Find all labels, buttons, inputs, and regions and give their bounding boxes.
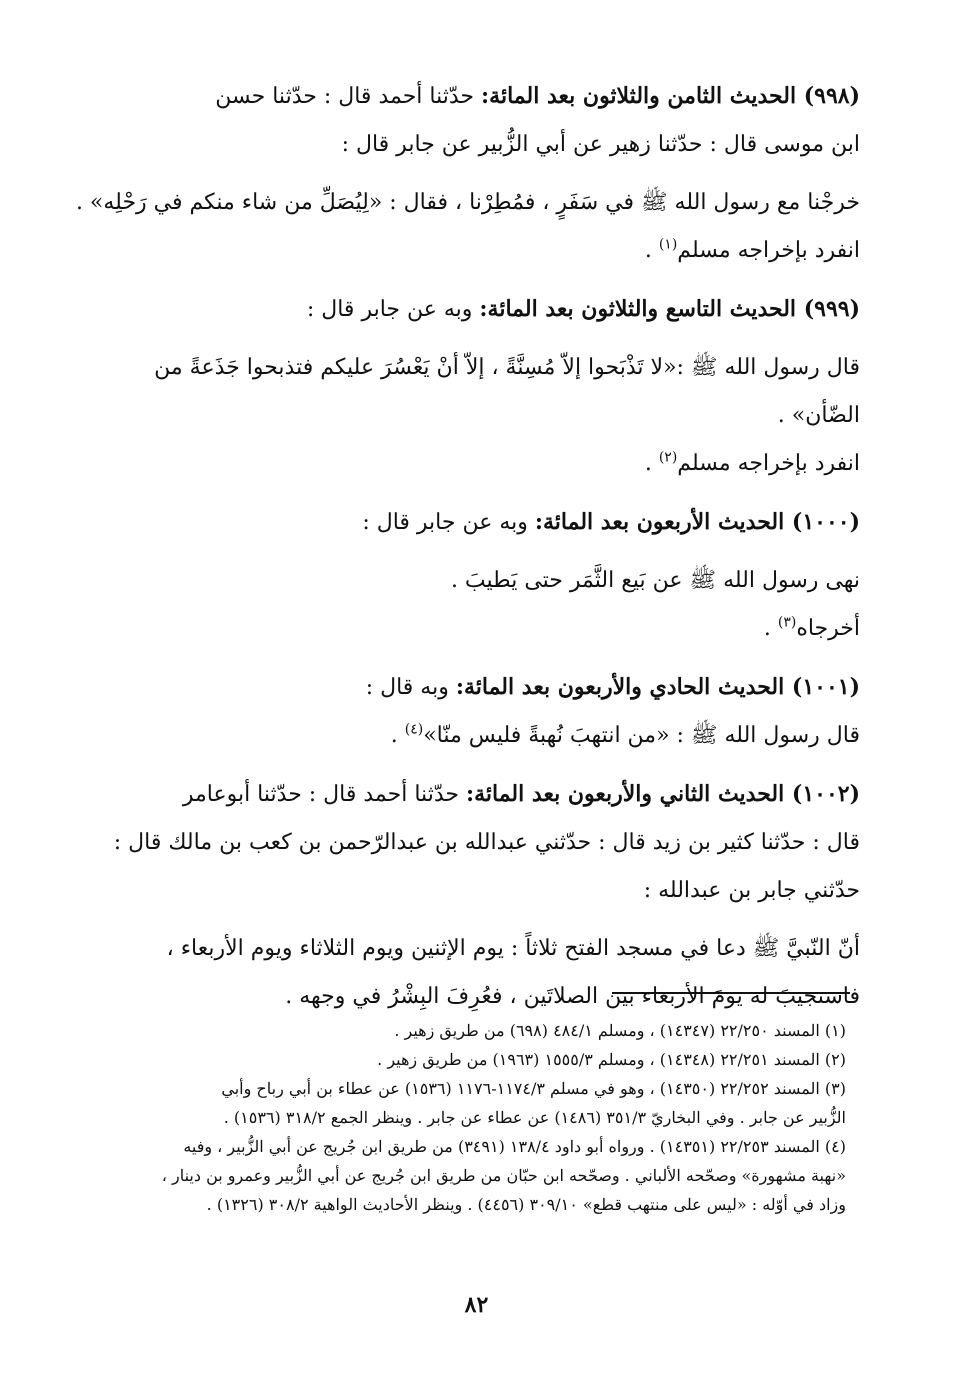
line-text: انفرد بإخراجه مسلم — [677, 238, 860, 263]
line-text: الضّأن» . — [777, 403, 860, 428]
line-tail: . — [644, 238, 659, 263]
footnote-separator — [612, 992, 850, 994]
text-line — [90, 925, 860, 973]
line-text: نهى رسول الله ﷺ عن بَيع الثَّمَر حتى يَطيبَ . — [450, 568, 860, 593]
line-text: قال رسول الله ﷺ :«لا تَذْبَحوا إلاّ مُسِنَّةً ، إلاّ أنْ يَعْسُرَ عليكم فتذبحوا جَذَعةً من — [154, 355, 860, 380]
text-line — [75, 179, 860, 227]
text-line — [90, 605, 860, 653]
text-line — [90, 72, 860, 121]
text-line — [90, 344, 860, 392]
line-text: أنّ النّبيَّ ﷺ دعا في مسجد الفتح ثلاثاً : يوم الإثنين ويوم الثلاثاء ويوم الأربعاء ، — [166, 936, 860, 961]
footnote-line: وزاد في أوّله : «ليس على منتهب قطع» ٣٠٩/١٠ (٤٤٥٦) . وينظر الأحاديث الواهية ٣٠٨/٢ (١٣٢٦) . — [206, 1195, 846, 1214]
line-text: أخرجاه — [796, 616, 860, 641]
footnote-line: «نهبة مشهورة» وصحّحه الألباني . وصحّحه ابن حبّان من طريق ابن جُريج عن أبي الزُّبير وعمرو بن دينار ، — [161, 1166, 846, 1185]
line-text: حدّثنا أحمد قال : حدّثنا حسن — [215, 84, 482, 109]
line-text: قال رسول الله ﷺ : «من انتهبَ نُهبةً فليس منّا» — [423, 723, 860, 748]
line-tail: . — [390, 723, 405, 748]
line-tail: . — [763, 616, 778, 641]
line-text: وبه عن جابر قال : — [362, 510, 535, 535]
hadith-heading: (٩٩٩) الحديث التاسع والثلاثون بعد المائة: — [479, 296, 860, 322]
text-line — [90, 770, 860, 819]
footnote-line: (٤) المسند ٢٢/٢٥٣ (١٤٣٥١) . ورواه أبو داود ١٣٨/٤ (٣٤٩١) من طريق ابن جُريج عن أبي الزُّبير ، وفيه — [183, 1137, 846, 1156]
line-text: قال : حدّثنا كثير بن زيد قال : حدّثني عبدالله بن عبدالرّحمن بن كعب بن مالك قال : — [113, 830, 860, 855]
line-text: وبه عن جابر قال : — [306, 297, 480, 322]
footnote-line: (٣) المسند ٢٢/٢٥٢ (١٤٣٥٠) ، وهو في مسلم ١١٧٤/٣-١١٧٦ (١٥٣٦) عن عطاء بن أبي رباح وأبي — [221, 1079, 846, 1098]
line-text: حدّثنا أحمد قال : حدّثنا أبوعامر — [182, 782, 466, 807]
line-tail: . — [644, 451, 659, 476]
footnote-line: (٢) المسند ٢٢/٢٥١ (١٤٣٤٨) ، ومسلم ١٥٥٥/٣ (١٩٦٣) من طريق زهير . — [377, 1050, 846, 1069]
line-text: وبه قال : — [365, 675, 456, 700]
line-text: ابن موسى قال : حدّثنا زهير عن أبي الزُّبير عن جابر قال : — [341, 132, 860, 157]
text-line — [90, 498, 860, 547]
line-text: خرجْنا مع رسول الله ﷺ في سَفَرٍ ، فمُطِرْنا ، فقال : «لِيُصَلِّ من شاء منكم في رَحْلِه» . — [75, 190, 860, 215]
page-number: ٨٢ — [464, 1292, 489, 1318]
footnote-ref: (٣) — [777, 614, 797, 631]
text-line — [90, 557, 860, 605]
footnote-line: (١) المسند ٢٢/٢٥٠ (١٤٣٤٧) ، ومسلم ٤٨٤/١ (٦٩٨) من طريق زهير . — [394, 1021, 846, 1040]
line-text: فاستجيبَ له يومَ الأربعاء بين الصلاتَين ، فعُرِفَ البِشْرُ في وجهه . — [285, 984, 860, 1009]
footnotes — [96, 1016, 846, 1219]
main-text — [75, 72, 860, 1021]
hadith-heading: (٩٩٨) الحديث الثامن والثلاثون بعد المائة: — [481, 83, 860, 109]
footnote-ref: (١) — [658, 236, 678, 253]
hadith-heading: (١٠٠١) الحديث الحادي والأربعون بعد المائة: — [455, 674, 860, 700]
line-text: انفرد بإخراجه مسلم — [677, 451, 860, 476]
text-line — [90, 121, 860, 169]
footnote-ref: (٤) — [404, 721, 424, 738]
line-text: حدّثني جابر بن عبدالله : — [643, 878, 860, 903]
text-line — [90, 712, 860, 760]
text-line — [90, 227, 860, 275]
text-line — [90, 440, 860, 488]
footnote-line: الزُّبير عن جابر . وفي البخاريّ ٣٥١/٣ (١٤٨٦) عن عطاء عن جابر . وينظر الجمع ٣١٨/٢ (١٥٣٦) . — [223, 1108, 846, 1127]
text-line — [90, 663, 860, 712]
footnote-ref: (٢) — [658, 449, 678, 466]
text-line — [90, 973, 860, 1021]
hadith-heading: (١٠٠٢) الحديث الثاني والأربعون بعد المائة: — [465, 781, 860, 807]
text-line — [90, 285, 860, 334]
hadith-heading: (١٠٠٠) الحديث الأربعون بعد المائة: — [534, 509, 860, 535]
text-line — [90, 392, 860, 440]
text-line — [90, 819, 860, 867]
text-line — [90, 867, 860, 915]
